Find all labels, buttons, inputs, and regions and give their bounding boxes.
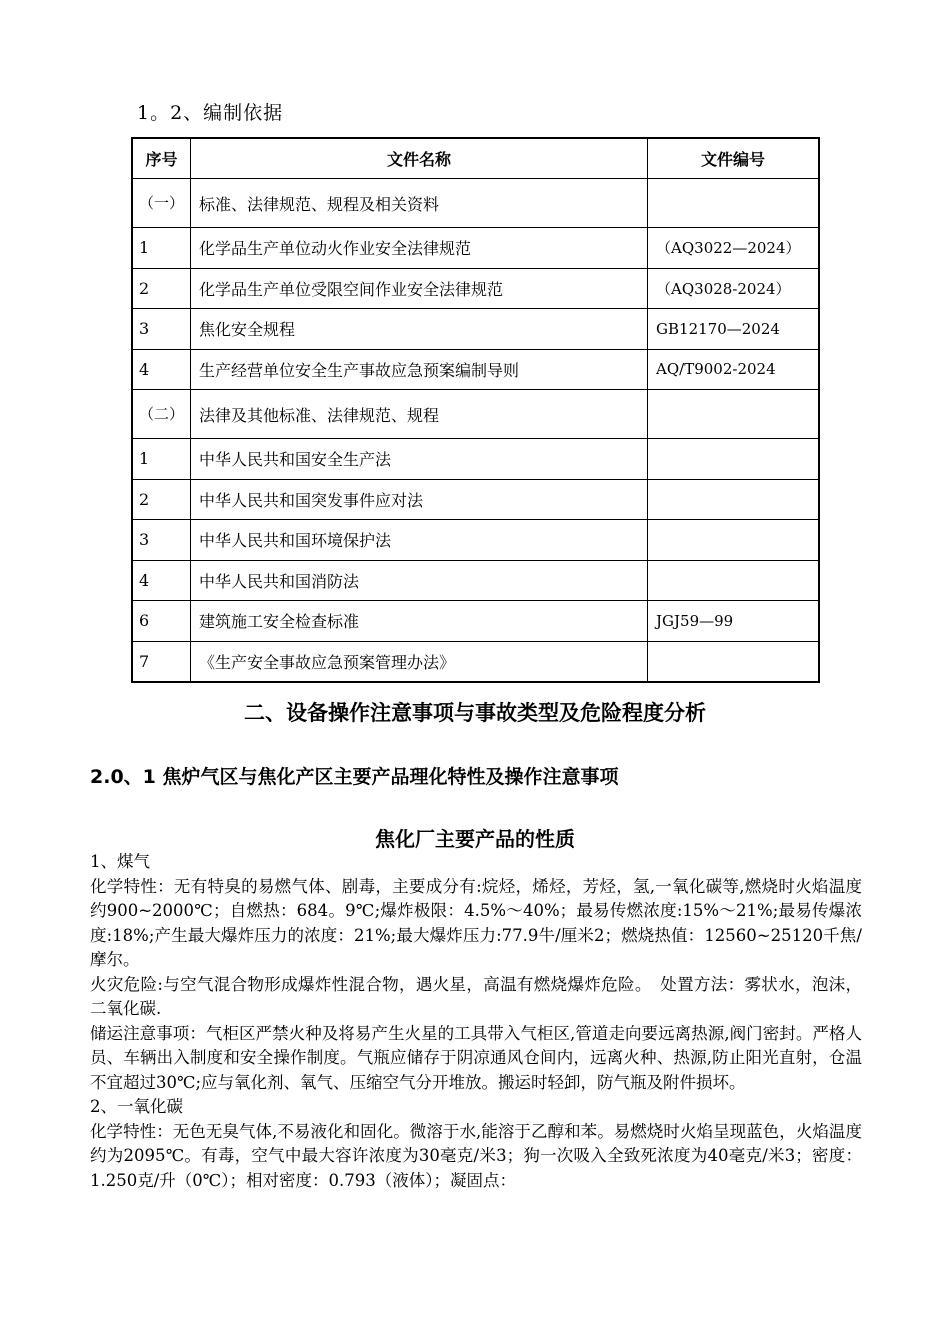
table-header-row [132,138,819,179]
products-title: 焦化厂主要产品的性质 [375,827,575,851]
cell-seq: 4 [132,349,191,390]
cell-name: 生产经营单位安全生产事故应急预案编制导则 [191,349,648,390]
cell-name: 标准、法律规范、规程及相关资料 [191,179,648,228]
table-group-row [132,179,819,228]
cell-name: 《生产安全事故应急预案管理办法》 [191,641,648,682]
cell-seq: 1 [132,439,191,480]
cell-seq: 2 [132,268,191,309]
body-text [90,850,862,1193]
cell-seq: （一） [132,179,191,228]
basis-table [131,137,820,683]
cell-name: 中华人民共和国突发事件应对法 [191,479,648,520]
table-row [132,309,819,350]
cell-seq: （二） [132,390,191,439]
table-row [132,641,819,682]
cell-name: 焦化安全规程 [191,309,648,350]
table-row [132,439,819,480]
section-title: 二、设备操作注意事项与事故类型及危险程度分析 [244,701,706,725]
cell-code [648,179,819,228]
table-row [132,560,819,601]
cell-name: 化学品生产单位动火作业安全法律规范 [191,228,648,269]
cell-seq: 6 [132,601,191,642]
table-row [132,228,819,269]
paragraph: 化学特性：无有特臭的易燃气体、剧毒，主要成分有:烷烃，烯烃，芳烃，氢,一氧化碳等,燃烧时火焰温度约900~2000℃；自燃热：684。9℃;爆炸极限：4.5%～40%；最易传燃浓度:15%～21%;最易传爆浓度:18%;产生最大爆炸压力的浓度：21%;最大爆炸压力:77.9牛/厘米2；燃烧热值：12560~25120千焦/摩尔。 [90,876,862,969]
cell-seq: 2 [132,479,191,520]
table-row [132,601,819,642]
cell-code: （AQ3022—2024） [648,228,819,269]
cell-code: JGJ59—99 [648,601,819,642]
header-name: 文件名称 [191,138,648,179]
cell-code [648,641,819,682]
cell-seq: 3 [132,520,191,561]
table-body [132,179,819,683]
cell-code [648,439,819,480]
cell-seq: 1 [132,228,191,269]
sub-title: 2.0、1 焦炉气区与焦化产区主要产品理化特性及操作注意事项 [90,766,619,788]
cell-name: 中华人民共和国环境保护法 [191,520,648,561]
table-row [132,268,819,309]
table-group-row [132,390,819,439]
cell-code: （AQ3028-2024） [648,268,819,309]
cell-code: GB12170—2024 [648,309,819,350]
paragraph: 火灾危险:与空气混合物形成爆炸性混合物，遇火星，高温有燃烧爆炸危险。 处置方法：雾状水，泡沫，二氧化碳. [90,974,862,1018]
cell-code: AQ/T9002-2024 [648,349,819,390]
header-code: 文件编号 [648,138,819,179]
cell-name: 中华人民共和国安全生产法 [191,439,648,480]
header-seq: 序号 [132,138,191,179]
cell-name: 建筑施工安全检查标准 [191,601,648,642]
cell-code [648,390,819,439]
cell-name: 法律及其他标准、法律规范、规程 [191,390,648,439]
paragraph: 化学特性：无色无臭气体,不易液化和固化。微溶于水,能溶于乙醇和苯。易燃烧时火焰呈现蓝色，火焰温度约为2095℃。有毒，空气中最大容许浓度为30毫克/米3；狗一次吸入全致死浓度为40毫克/米3；密度：1.250克/升（0℃）；相对密度：0.793（液体）；凝固点： [90,1121,862,1190]
cell-name: 中华人民共和国消防法 [191,560,648,601]
paragraph: 储运注意事项：气柜区严禁火种及将易产生火星的工具带入气柜区,管道走向要远离热源,阀门密封。严格人员、车辆出入制度和安全操作制度。气瓶应储存于阴凉通风仓间内，远离火种、热源,防止阳光直射，仓温不宜超过30℃;应与氧化剂、氧气、压缩空气分开堆放。搬运时轻卸，防气瓶及附件损坏。 [90,1023,862,1092]
paragraph: 1、煤气 [90,852,150,871]
cell-code [648,520,819,561]
cell-name: 化学品生产单位受限空间作业安全法律规范 [191,268,648,309]
cell-seq: 4 [132,560,191,601]
cell-seq: 3 [132,309,191,350]
cell-code [648,560,819,601]
paragraph: 2、一氧化碳 [90,1097,183,1116]
basis-heading: 1。2、编制依据 [137,102,284,124]
table-row [132,349,819,390]
table-row [132,520,819,561]
cell-seq: 7 [132,641,191,682]
table-row [132,479,819,520]
cell-code [648,479,819,520]
